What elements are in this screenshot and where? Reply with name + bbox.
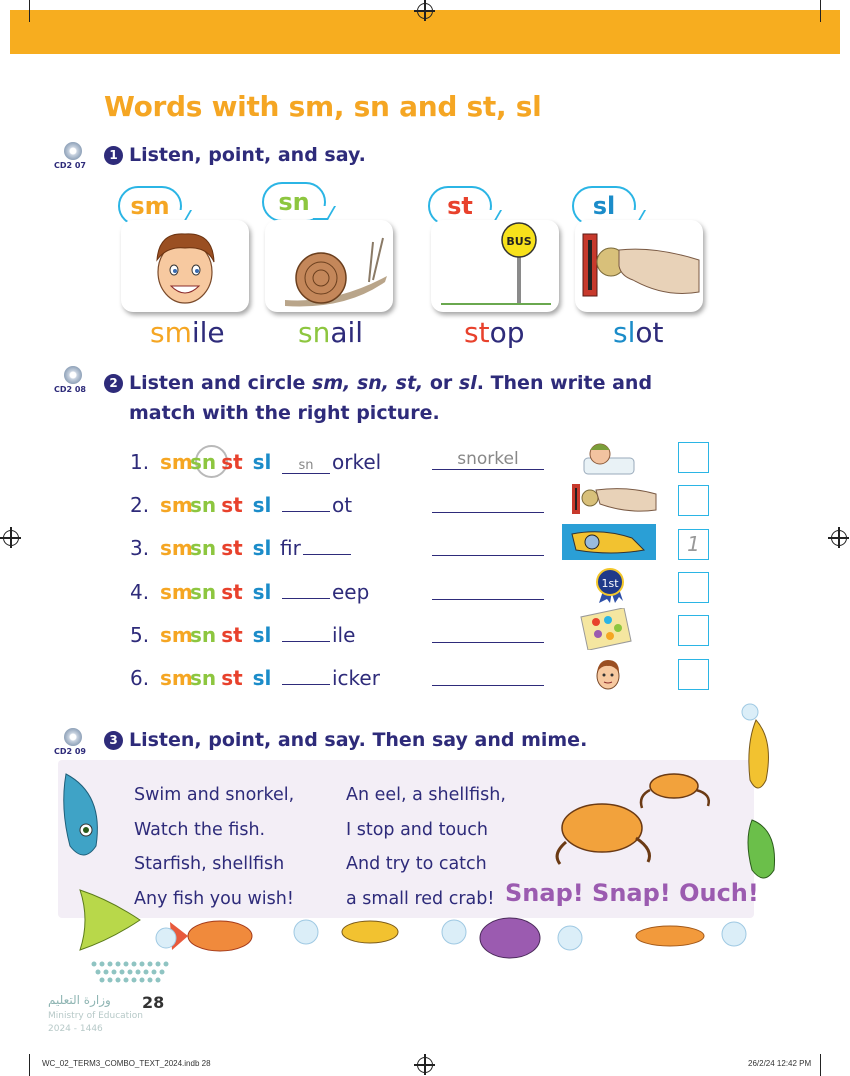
- match-box[interactable]: [678, 659, 709, 690]
- blend-option-sm[interactable]: sm: [160, 623, 193, 647]
- snail-icon: [265, 220, 393, 312]
- blend-option-st[interactable]: st: [221, 623, 243, 647]
- answer-line[interactable]: [432, 623, 544, 643]
- cd-track-icon: CD2 07: [54, 142, 86, 170]
- blend-option-sl[interactable]: sl: [252, 623, 272, 647]
- bus-stop-sign-icon: [431, 220, 559, 312]
- section2-heading: 2 Listen and circle sm, sn, st, or sl. Then write and match with the right picture.: [104, 368, 652, 428]
- exercise-row: [130, 577, 369, 607]
- row-number: 2.: [130, 493, 150, 517]
- blend-option-sl[interactable]: sl: [252, 666, 272, 690]
- registration-mark-icon: [3, 530, 19, 546]
- blend-option-sl[interactable]: sl: [252, 450, 272, 474]
- crab-icon: [550, 768, 720, 868]
- sticker-sheet-icon: [578, 608, 636, 650]
- word-to-complete: [280, 666, 380, 690]
- word-stop: stop: [464, 316, 525, 349]
- picture-card-stop[interactable]: [431, 220, 559, 312]
- registration-mark-icon: [417, 3, 433, 19]
- cd-track-icon: CD2 08: [54, 366, 86, 394]
- page-number: 28: [142, 993, 165, 1012]
- word-suffix: ot: [332, 493, 353, 517]
- blend-option-sm[interactable]: sm: [160, 493, 193, 517]
- cd-track-icon: CD2 09: [54, 728, 86, 756]
- snorkel-diver-icon: [562, 524, 656, 560]
- exercise-row: [130, 490, 352, 520]
- blend-option-sl[interactable]: sl: [252, 493, 272, 517]
- answer-line[interactable]: [432, 666, 544, 686]
- page-title: Words with sm, sn and st, sl: [104, 90, 542, 123]
- exercise-row: [130, 447, 381, 477]
- blend-option-sm[interactable]: sm: [160, 666, 193, 690]
- print-file-name: WC_02_TERM3_COMBO_TEXT_2024.indb 28: [42, 1059, 211, 1068]
- registration-mark-icon: [417, 1057, 433, 1073]
- answer-line[interactable]: [432, 536, 544, 556]
- sleeping-child-icon: [580, 438, 638, 476]
- word-to-complete: [280, 493, 352, 517]
- poem-line: Swim and snorkel,: [134, 785, 295, 805]
- ministry-year: 2024 - 1446: [48, 1024, 103, 1034]
- coin-slot-icon: [575, 220, 703, 312]
- word-smile: smile: [150, 316, 225, 349]
- crop-mark: [820, 1054, 821, 1076]
- word-prefix: fir: [280, 536, 301, 560]
- snap-exclamation: Snap! Snap! Ouch!: [505, 879, 759, 907]
- word-to-complete: [280, 580, 369, 604]
- exercise-row: [130, 533, 353, 563]
- ministry-logo-icon: [88, 958, 174, 990]
- answer-line[interactable]: [432, 580, 544, 600]
- blend-bubble: sn: [262, 182, 326, 222]
- word-to-complete: [280, 623, 355, 647]
- exercise-row: [130, 620, 355, 650]
- poem-line: Watch the fish.: [134, 820, 266, 840]
- picture-card-slot[interactable]: [575, 220, 703, 312]
- blend-option-sn[interactable]: sn: [190, 666, 217, 690]
- bus-sign-text: BUS: [506, 235, 532, 248]
- poem-line: Any fish you wish!: [134, 889, 294, 909]
- blend-option-sn[interactable]: sn: [190, 580, 217, 604]
- poem-line: And try to catch: [346, 854, 487, 874]
- match-box[interactable]: [678, 615, 709, 646]
- answer-line[interactable]: snorkel: [432, 450, 544, 470]
- first-place-badge-icon: [593, 567, 627, 603]
- poem-line: An eel, a shellfish,: [346, 785, 506, 805]
- crop-mark: [820, 0, 821, 22]
- blend-option-st[interactable]: st: [221, 536, 243, 560]
- blend-option-st[interactable]: st: [221, 450, 243, 474]
- blend-option-st[interactable]: st: [221, 493, 243, 517]
- crop-mark: [29, 1054, 30, 1076]
- boy-face-icon: [593, 656, 623, 692]
- word-to-complete: [280, 450, 381, 474]
- print-date: 26/2/24 12:42 PM: [748, 1059, 812, 1068]
- blend-bubble: sl: [572, 186, 636, 226]
- blend-option-sl[interactable]: sl: [252, 580, 272, 604]
- word-suffix: icker: [332, 666, 380, 690]
- row-number: 6.: [130, 666, 150, 690]
- write-blank[interactable]: [282, 626, 330, 642]
- section1-heading: 1 Listen, point, and say.: [104, 144, 366, 166]
- fish-icon: [56, 768, 116, 878]
- picture-card-smile[interactable]: [121, 220, 249, 312]
- blend-option-st[interactable]: st: [221, 666, 243, 690]
- answer-line[interactable]: [432, 493, 544, 513]
- word-slot: slot: [613, 316, 664, 349]
- row-number: 4.: [130, 580, 150, 604]
- write-blank[interactable]: [282, 669, 330, 685]
- exercise-row: [130, 663, 380, 693]
- word-snail: snail: [298, 316, 364, 349]
- fish-right-icon: [736, 700, 796, 900]
- blend-option-sm[interactable]: sm: [160, 450, 193, 474]
- coin-slot-icon: [568, 480, 658, 518]
- crop-mark: [29, 0, 30, 22]
- blend-option-sn[interactable]: sn: [190, 450, 217, 474]
- blend-option-sn[interactable]: sn: [190, 623, 217, 647]
- word-to-complete: [280, 536, 353, 560]
- blend-option-sm[interactable]: sm: [160, 536, 193, 560]
- match-box[interactable]: [678, 572, 709, 603]
- row-number: 1.: [130, 450, 150, 474]
- word-suffix: ile: [332, 623, 356, 647]
- blend-option-sn[interactable]: sn: [190, 536, 217, 560]
- poem-line: a small red crab!: [346, 889, 495, 909]
- row-number: 5.: [130, 623, 150, 647]
- blend-bubble: st: [428, 186, 492, 226]
- write-blank[interactable]: [303, 539, 351, 555]
- write-blank[interactable]: sn: [282, 458, 330, 474]
- ministry-english: Ministry of Education: [48, 1011, 143, 1021]
- row-number: 3.: [130, 536, 150, 560]
- registration-mark-icon: [831, 530, 847, 546]
- blend-option-sn[interactable]: sn: [190, 493, 217, 517]
- match-box[interactable]: 1: [678, 529, 709, 560]
- blend-option-sm[interactable]: sm: [160, 580, 193, 604]
- blend-bubble: sm: [118, 186, 182, 226]
- match-box[interactable]: [678, 442, 709, 473]
- section3-heading: 3 Listen, point, and say. Then say and mime.: [104, 729, 587, 751]
- poem-line: Starfish, shellfish: [134, 854, 285, 874]
- write-blank[interactable]: [282, 583, 330, 599]
- word-suffix: orkel: [332, 450, 382, 474]
- badge-text: 1st: [601, 577, 619, 590]
- blend-option-sl[interactable]: sl: [252, 536, 272, 560]
- smiling-boy-icon: [121, 220, 249, 312]
- match-box[interactable]: [678, 485, 709, 516]
- word-suffix: eep: [332, 580, 370, 604]
- poem-line: I stop and touch: [346, 820, 488, 840]
- fish-border-icon: [70, 880, 790, 970]
- picture-card-snail[interactable]: [265, 220, 393, 312]
- write-blank[interactable]: [282, 496, 330, 512]
- ministry-arabic: وزارة التعليم: [48, 993, 111, 1007]
- blend-option-st[interactable]: st: [221, 580, 243, 604]
